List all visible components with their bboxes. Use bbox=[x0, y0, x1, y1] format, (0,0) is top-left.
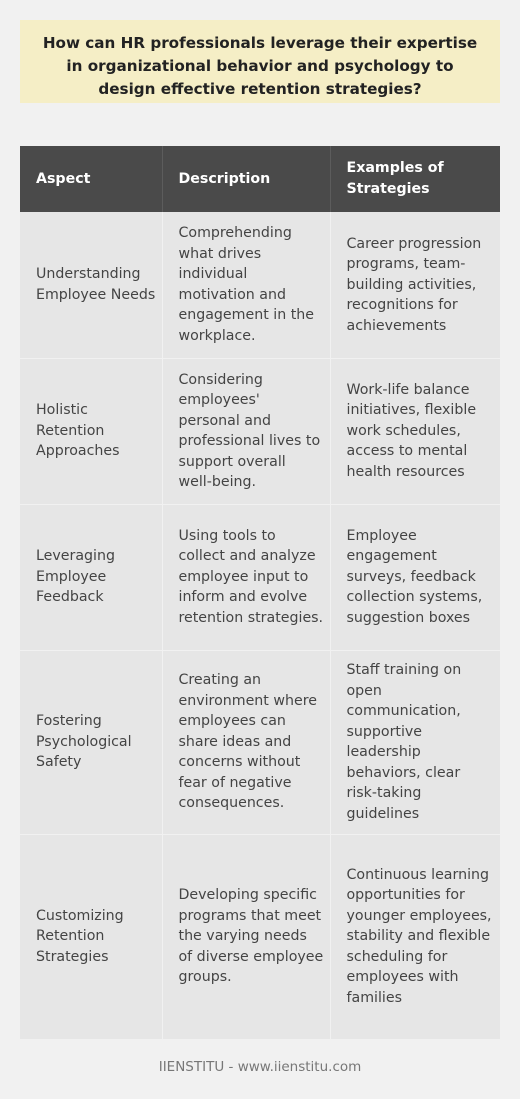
table-row bbox=[20, 212, 500, 358]
cell-examples: Employee engagement surveys, feedback collection systems, suggestion boxes bbox=[330, 504, 500, 650]
table-header-row bbox=[20, 146, 500, 212]
cell-description: Creating an environment where employees can share ideas and concerns without fear of negative consequences. bbox=[162, 650, 330, 834]
cell-examples: Staff training on open communication, supportive leadership behaviors, clear risk-taking guidelines bbox=[330, 650, 500, 834]
question-box bbox=[20, 20, 500, 103]
cell-description: Developing specific programs that meet the varying needs of diverse employee groups. bbox=[162, 834, 330, 1039]
table-row bbox=[20, 504, 500, 650]
table-row bbox=[20, 834, 500, 1039]
cell-aspect: Holistic Retention Approaches bbox=[20, 358, 162, 504]
header-aspect: Aspect bbox=[20, 146, 162, 212]
cell-aspect: Leveraging Employee Feedback bbox=[20, 504, 162, 650]
cell-description: Using tools to collect and analyze employee input to inform and evolve retention strategies. bbox=[162, 504, 330, 650]
cell-aspect: Fostering Psychological Safety bbox=[20, 650, 162, 834]
question-text: How can HR professionals leverage their expertise in organizational behavior and psychology to design effective retention strategies? bbox=[42, 34, 478, 98]
strategy-table bbox=[20, 146, 500, 1040]
footer-credit: IIENSTITU - www.iienstitu.com bbox=[158, 1059, 362, 1075]
cell-examples: Work-life balance initiatives, flexible work schedules, access to mental health resources bbox=[330, 358, 500, 504]
table-row bbox=[20, 650, 500, 834]
cell-aspect: Understanding Employee Needs bbox=[20, 212, 162, 358]
cell-description: Comprehending what drives individual motivation and engagement in the workplace. bbox=[162, 212, 330, 358]
cell-description: Considering employees' personal and professional lives to support overall well-being. bbox=[162, 358, 330, 504]
cell-examples: Continuous learning opportunities for younger employees, stability and flexible scheduling for employees with families bbox=[330, 834, 500, 1039]
cell-examples: Career progression programs, team-building activities, recognitions for achievements bbox=[330, 212, 500, 358]
header-examples: Examples of Strategies bbox=[330, 146, 500, 212]
cell-aspect: Customizing Retention Strategies bbox=[20, 834, 162, 1039]
header-description: Description bbox=[162, 146, 330, 212]
table-row bbox=[20, 358, 500, 504]
